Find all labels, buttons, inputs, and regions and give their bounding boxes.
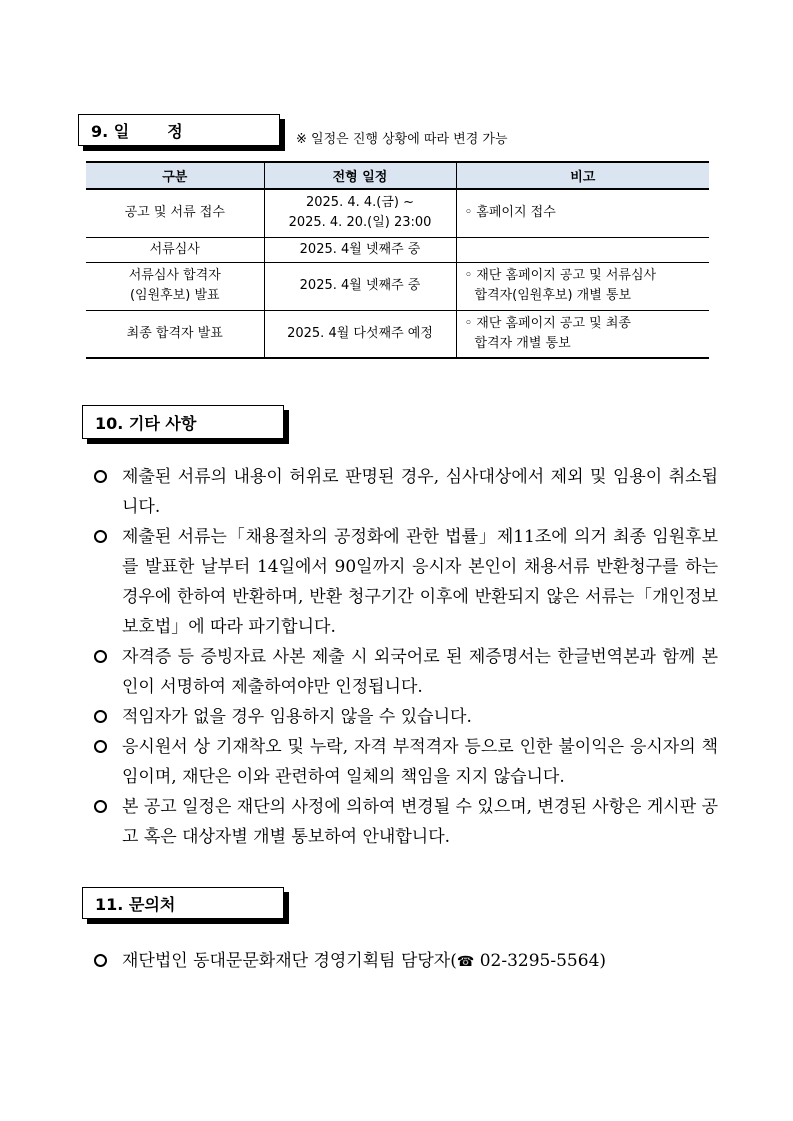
remark-line: ◦ 재단 홈페이지 공고 및 최종 [464, 315, 631, 331]
circle-bullet-icon [94, 740, 107, 753]
schedule-note: ※ 일정은 진행 상황에 따라 변경 가능 [296, 132, 508, 147]
schedule-line: 2025. 4. 4.(금) ~ [305, 195, 414, 211]
header-category: 구분 [86, 162, 264, 189]
schedule-line: 2025. 4. 20.(일) 23:00 [288, 215, 432, 231]
row-category: 최종 합격자 발표 [86, 310, 264, 358]
header-remark: 비고 [456, 162, 709, 189]
circle-bullet-icon [94, 650, 107, 663]
table-row [86, 237, 709, 262]
section-11-title: 11. 문의처 [95, 894, 176, 914]
remark-line: 합격자 개별 통보 [474, 335, 571, 351]
category-line: (임원후보) 발표 [129, 288, 220, 303]
row-schedule: 2025. 4월 넷째주 중 [264, 237, 456, 262]
row-category: 공고 및 서류 접수 [86, 189, 264, 237]
schedule-table [86, 161, 709, 359]
list-item-text: 자격증 등 증빙자료 사본 제출 시 외국어로 된 제증명서는 한글번역본과 함께 본인이 서명하여 제출하여야만 인정됩니다. [122, 647, 718, 697]
row-remark [456, 237, 709, 262]
contact-phone: 02-3295-5564) [474, 951, 607, 971]
table-row [86, 189, 709, 237]
circle-bullet-icon [94, 800, 107, 813]
list-item-text: 응시원서 상 기재착오 및 누락, 자격 부적격자 등으로 인한 불이익은 응시자의 책임이며, 재단은 이와 관련하여 일체의 책임을 지지 않습니다. [122, 737, 718, 787]
list-item [94, 792, 718, 852]
section-9-heading [78, 114, 280, 146]
row-schedule: 2025. 4월 넷째주 중 [264, 262, 456, 310]
list-item [94, 732, 718, 792]
remark-line: 합격자(임원후보) 개별 통보 [474, 288, 632, 303]
circle-bullet-icon [94, 954, 107, 967]
section-9-title-num: 9. 일 [91, 121, 130, 141]
table-header-row [86, 162, 709, 189]
circle-bullet-icon [94, 470, 107, 483]
section-10-title: 10. 기타 사항 [95, 413, 197, 433]
row-category [86, 262, 264, 310]
row-schedule: 2025. 4월 다섯째주 예정 [264, 310, 456, 358]
table-row [86, 310, 709, 358]
row-remark [456, 310, 709, 358]
list-item [94, 642, 718, 702]
list-item-text: 본 공고 일정은 재단의 사정에 의하여 변경될 수 있으며, 변경된 사항은 게시판 공고 혹은 대상자별 개별 통보하여 안내합니다. [122, 797, 718, 847]
phone-icon: ☎ [456, 954, 475, 970]
header-schedule: 전형 일정 [264, 162, 456, 189]
list-item [94, 462, 718, 522]
section-11-heading [82, 887, 284, 919]
list-item [94, 522, 718, 642]
category-line: 서류심사 합격자 [128, 268, 221, 283]
row-remark: ◦ 홈페이지 접수 [456, 189, 709, 237]
list-item-text: 제출된 서류의 내용이 허위로 판명된 경우, 심사대상에서 제외 및 임용이 취소됩니다. [122, 467, 718, 517]
list-item-text: 적임자가 없을 경우 임용하지 않을 수 있습니다. [122, 707, 472, 727]
row-category: 서류심사 [86, 237, 264, 262]
row-remark [456, 262, 709, 310]
list-item-text: 제출된 서류는「채용절차의 공정화에 관한 법률」제11조에 의거 최종 임원후보를 발표한 날부터 14일에서 90일까지 응시자 본인이 채용서류 반환청구를 하는 경우에 한하여 반환하며, 반환 청구기간 이후에 반환되지 않은 서류는「개인정보보호법」에 따라 파기합니다. [122, 527, 718, 637]
section-9-title-rest: 정 [167, 121, 183, 141]
remark-line: ◦ 재단 홈페이지 공고 및 서류심사 [464, 268, 657, 283]
row-schedule [264, 189, 456, 237]
circle-bullet-icon [94, 530, 107, 543]
contact-info [94, 946, 734, 977]
contact-text: 재단법인 동대문문화재단 경영기획팀 담당자( [122, 951, 457, 971]
circle-bullet-icon [94, 710, 107, 723]
section-10-heading [82, 405, 284, 439]
notes-list [94, 462, 718, 852]
list-item [94, 702, 718, 732]
table-row [86, 262, 709, 310]
